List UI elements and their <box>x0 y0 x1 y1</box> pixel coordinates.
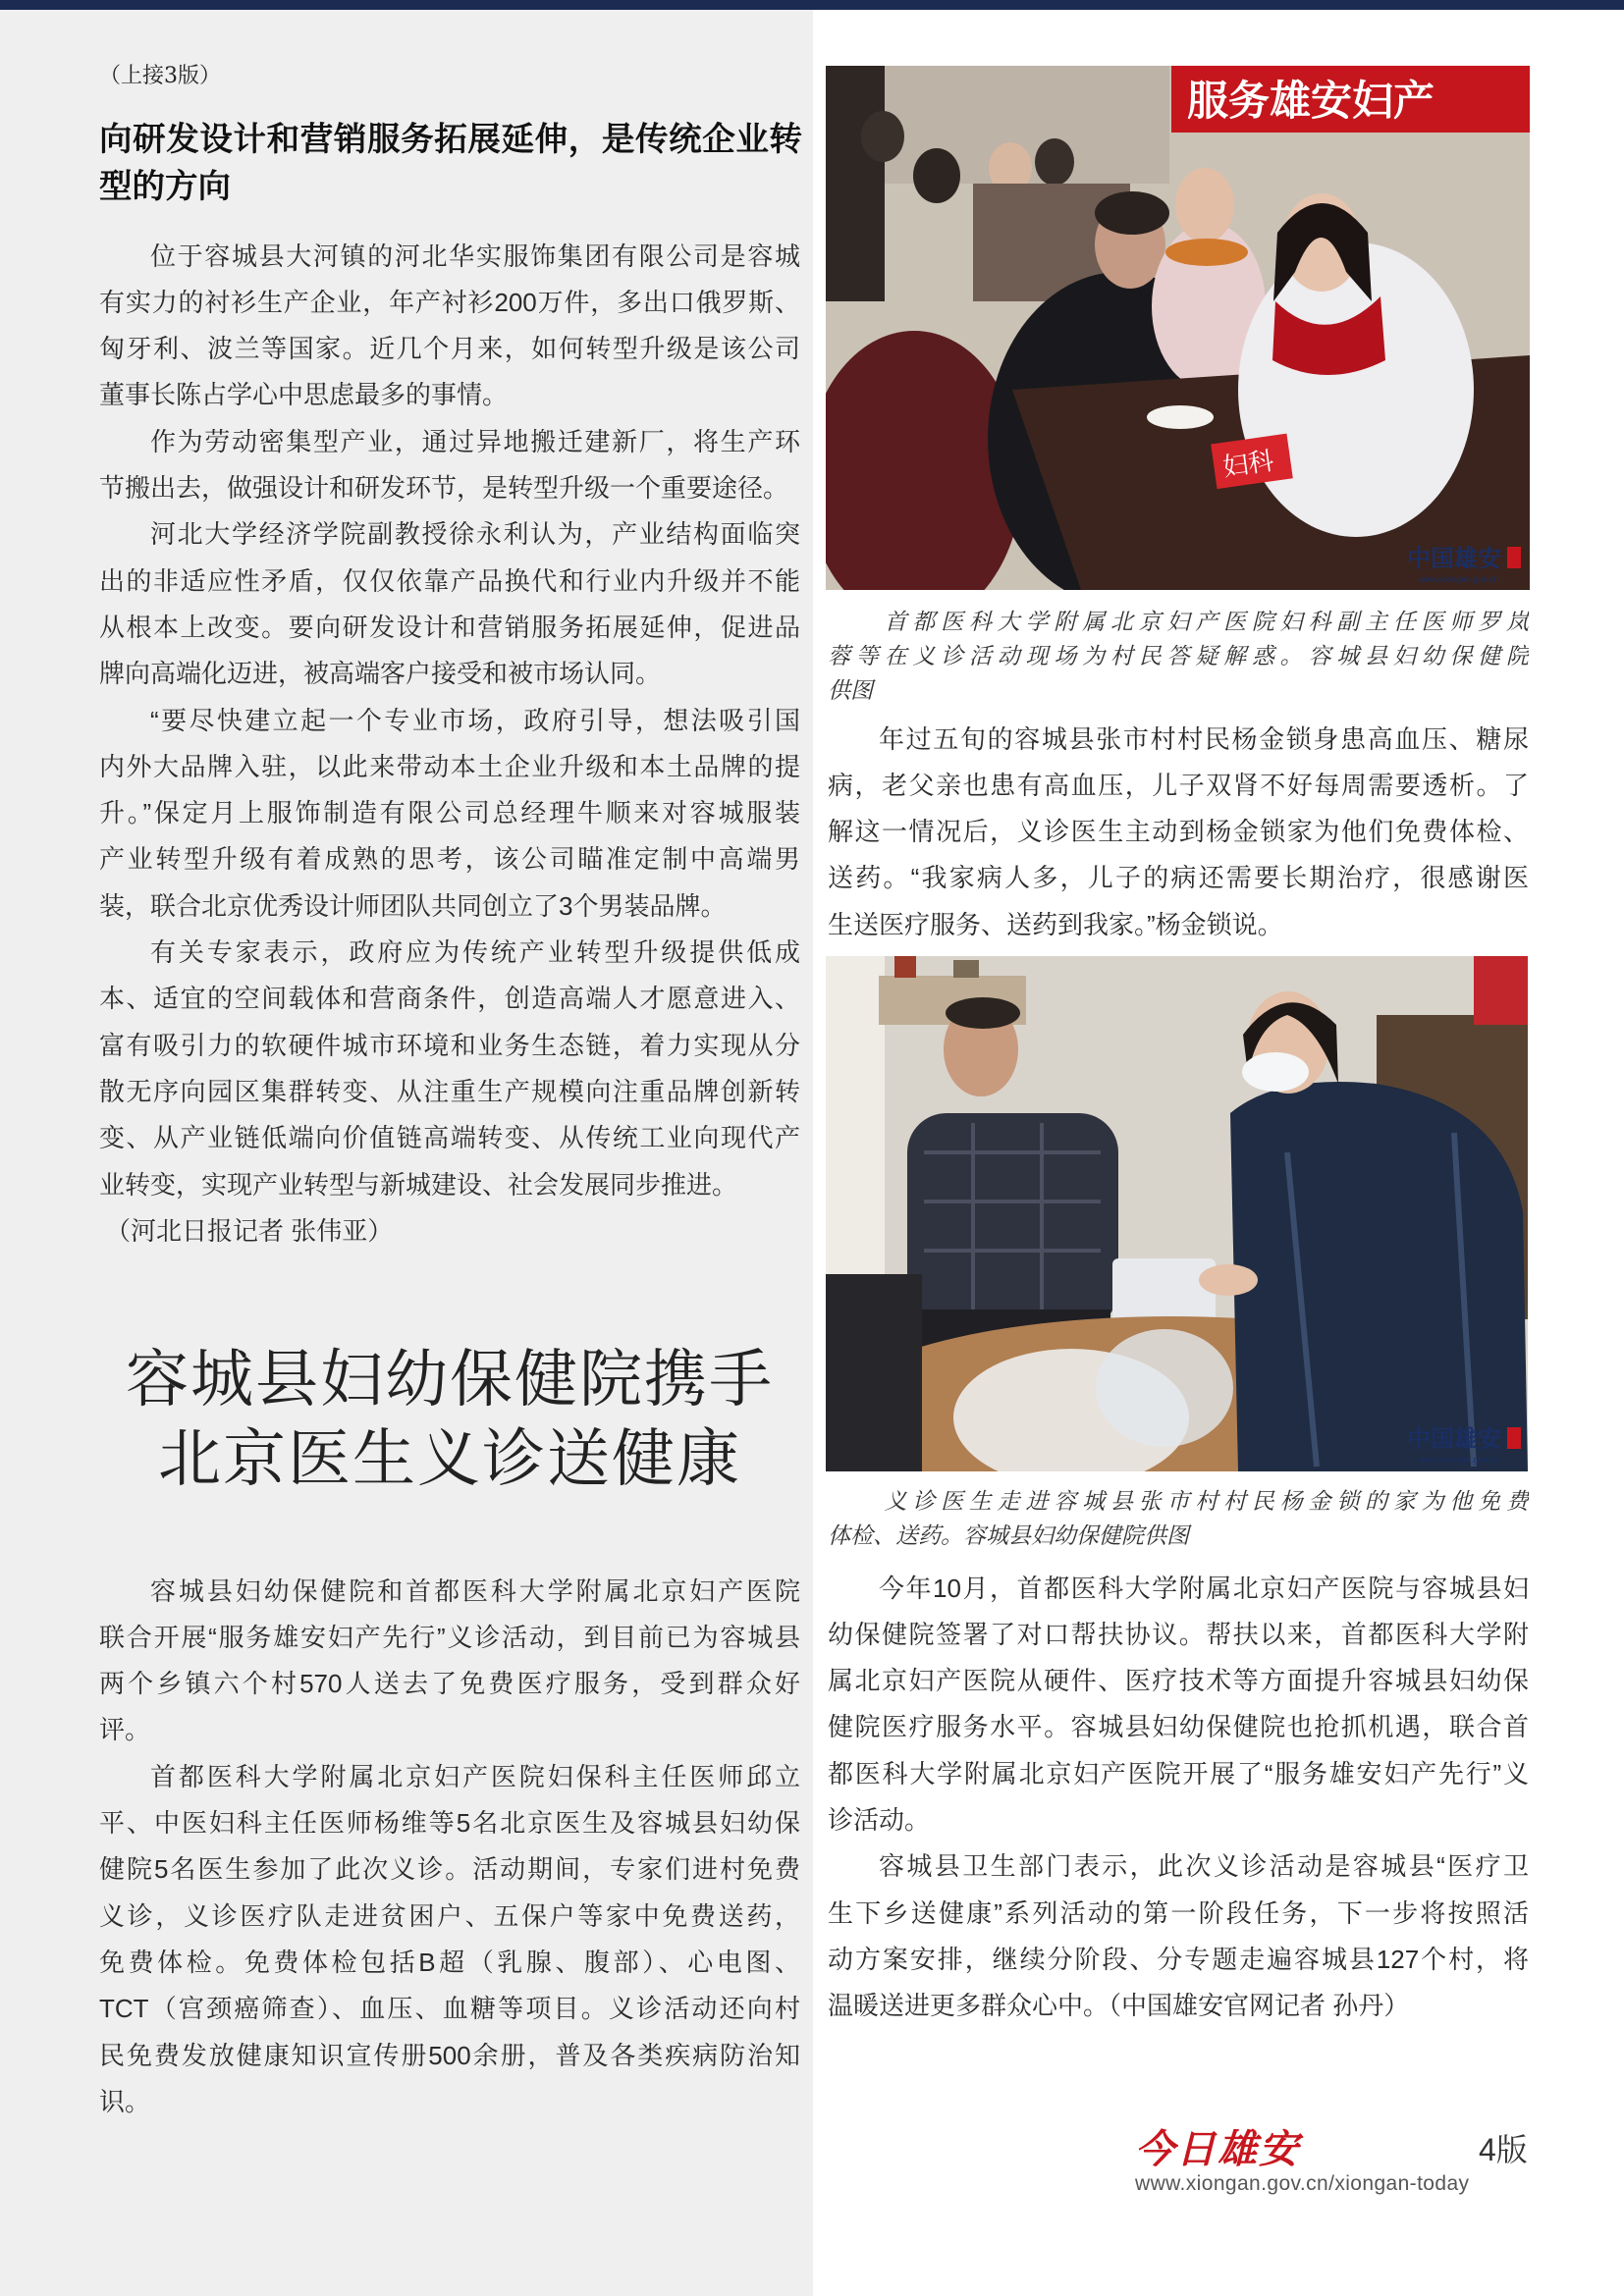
text-line: 温暖送进更多群众心中。（中国雄安官网记者 孙丹） <box>828 1991 1410 2021</box>
text-line: 平、中医妇科主任医师杨维等5名北京医生及容城县妇幼保 <box>99 1808 800 1839</box>
background-person <box>861 111 904 162</box>
text-line: 出的非适应性矛盾，仅仅依靠产品换代和行业内升级并不能 <box>99 565 800 596</box>
text-line: 容城县卫生部门表示，此次义诊活动是容城县“医疗卫 <box>879 1851 1529 1882</box>
masthead-logo: 今日雄安 <box>1135 2126 1300 2172</box>
banner-text: 服务雄安妇产 <box>1187 78 1435 124</box>
photo-home-checkup <box>826 956 1528 1471</box>
background-person <box>1035 138 1074 186</box>
text-line: 牌向高端化迈进，被高端客户接受和被市场认同。 <box>99 659 662 689</box>
text-line: 董事长陈占学心中思虑最多的事情。 <box>99 380 509 410</box>
text-line: 本、适宜的空间载体和营商条件，创造高端人才愿意进入、 <box>99 984 800 1014</box>
text-line: 都医科大学附属北京妇产医院开展了“服务雄安妇产先行”义 <box>828 1758 1529 1789</box>
text-line: 容城县妇幼保健院和首都医科大学附属北京妇产医院 <box>150 1575 800 1606</box>
paper-in-hand <box>1147 405 1214 429</box>
article1-byline: （河北日报记者 张伟亚） <box>105 1215 394 1246</box>
text-line: 产业转型升级有着成熟的思考，该公司瞄准定制中高端男 <box>99 844 800 875</box>
text-line: 诊活动。 <box>828 1805 931 1836</box>
doctor-navy-coat <box>1230 1082 1528 1471</box>
man-hair <box>946 997 1020 1029</box>
sign-text: 妇科 <box>1220 445 1276 482</box>
text-line: 有实力的衬衫生产企业，年产衬衫200万件，多出口俄罗斯、 <box>99 287 800 317</box>
text-line: 散无序向园区集群转变、从注重生产规模向注重品牌创新转 <box>99 1076 800 1106</box>
background-person <box>913 148 960 203</box>
doctor-hands <box>1199 1264 1258 1296</box>
text-line: 富有吸引力的软硬件城市环境和业务生态链，着力实现从分 <box>99 1030 800 1060</box>
text-line: 送药。“我家病人多，儿子的病还需要长期治疗，很感谢医 <box>828 863 1529 893</box>
text-line: 今年10月，首都医科大学附属北京妇产医院与容城县妇 <box>879 1573 1529 1603</box>
photo-doorway <box>826 66 885 301</box>
footer-url: www.xiongan.gov.cn/xiongan-today <box>1135 2172 1470 2195</box>
watermark-url: www.xiongan.gov.cn <box>1419 1455 1499 1465</box>
photo-clinic-consultation <box>826 66 1530 590</box>
text-line: 业转变，实现产业转型与新城建设、社会发展同步推进。 <box>99 1169 738 1200</box>
text-line: 健院医疗服务水平。容城县妇幼保健院也抢抓机遇，联合首 <box>828 1712 1529 1742</box>
paragraph <box>828 717 1529 948</box>
text-line: 内外大品牌入驻，以此来带动本土企业升级和本土品牌的提 <box>99 751 800 781</box>
text-line: 年过五旬的容城县张市村村民杨金锁身患高血压、糖尿 <box>879 723 1529 754</box>
article1-heading <box>99 117 802 211</box>
photo1-caption <box>828 606 1529 709</box>
woman-pink-head <box>1175 168 1234 242</box>
article2-left-body <box>99 1569 800 2126</box>
text-line: 联合开展“服务雄安妇产先行”义诊活动，到目前已为容城县 <box>99 1622 800 1652</box>
orange-scarf <box>1165 239 1248 266</box>
text-line: 评。 <box>99 1715 151 1745</box>
shelf-item <box>894 956 916 978</box>
text-line: 生送医疗服务、送药到我家。”杨金锁说。 <box>828 909 1283 939</box>
text-line: 两个乡镇六个村570人送去了免费医疗服务，受到群众好 <box>99 1669 800 1699</box>
text-line: 河北大学经济学院副教授徐永利认为，产业结构面临突 <box>150 519 800 550</box>
text-line: 义诊，义诊医疗队走进贫困户、五保户等家中免费送药， <box>99 1900 800 1931</box>
paragraph <box>99 1569 800 1754</box>
continued-from-label: （上接3版） <box>99 64 221 88</box>
shelf-item <box>953 960 979 978</box>
text-line: “要尽快建立起一个专业市场，政府引导，想法吸引国 <box>150 705 800 735</box>
text-line: 民免费发放健康知识宣传册500余册，普及各类疾病防治知 <box>99 2040 800 2070</box>
text-line: 首都医科大学附属北京妇产医院妇保科主任医师邱立 <box>150 1761 800 1791</box>
text-line: 蓉等在义诊活动现场为村民答疑解惑。容城县妇幼保健院 <box>828 643 1529 669</box>
article1-body <box>99 234 800 1255</box>
face-mask <box>1242 1052 1309 1092</box>
paragraph <box>99 419 800 512</box>
text-line: 供图 <box>828 677 873 704</box>
watermark-url: www.xiongan.gov.cn <box>1419 574 1499 584</box>
text-line: 升。”保定月上服饰制造有限公司总经理牛顺来对容城服装 <box>99 798 800 828</box>
text-line: 识。 <box>99 2086 151 2116</box>
text-line: 生下乡送健康”系列活动的第一阶段任务，下一步将按照活 <box>828 1897 1529 1928</box>
top-color-bar <box>0 0 1624 10</box>
photo2-caption <box>828 1485 1529 1554</box>
visitor-arm <box>826 1274 922 1471</box>
paragraph <box>99 1754 800 2125</box>
text-line: 义诊医生走进容城县张市村村民杨金锁的家为他免费 <box>884 1488 1529 1515</box>
text-line: 首都医科大学附属北京妇产医院妇科副主任医师罗岚 <box>884 609 1529 635</box>
watermark-seal <box>1507 547 1521 568</box>
headline-line: 北京医生义诊送健康 <box>158 1423 741 1494</box>
text-line: 装，联合北京优秀设计师团队共同创立了3个男装品牌。 <box>99 890 727 921</box>
man-plaid-jacket <box>907 1113 1118 1329</box>
paragraph <box>828 606 1529 709</box>
watermark-logo: 中国雄安 <box>1407 546 1501 572</box>
article2-headline <box>99 1340 800 1499</box>
text-line: 解这一情况后，义诊医生主动到杨金锁家为他们免费体检、 <box>828 817 1529 847</box>
paragraph <box>99 234 800 419</box>
window-light <box>826 956 885 1280</box>
paragraph <box>99 930 800 1208</box>
text-line: 体检、送药。容城县妇幼保健院供图 <box>828 1522 1189 1549</box>
text-line: 位于容城县大河镇的河北华实服饰集团有限公司是容城 <box>150 240 800 271</box>
text-line: 健院5名医生参加了此次义诊。活动期间，专家们进村免费 <box>99 1854 800 1885</box>
paragraph <box>828 1485 1529 1554</box>
text-line: 动方案安排，继续分阶段、分专题走遍容城县127个村，将 <box>828 1944 1529 1974</box>
heading-line: 向研发设计和营销服务拓展延伸，是传统企业转 <box>99 122 802 158</box>
heading-line: 型的方向 <box>99 169 231 205</box>
text-line: 属北京妇产医院从硬件、医疗技术等方面提升容城县妇幼保 <box>828 1666 1529 1696</box>
headline-line: 容城县妇幼保健院携手 <box>126 1344 774 1415</box>
man-hair <box>1095 191 1169 235</box>
woman-white-coat <box>1238 242 1474 537</box>
watermark-seal <box>1507 1427 1521 1449</box>
paragraph <box>99 698 800 930</box>
article2-right-body-b <box>828 1566 1529 2030</box>
plastic-bag <box>1096 1329 1233 1447</box>
watermark-logo: 中国雄安 <box>1407 1426 1501 1453</box>
text-line: 病，老父亲也患有高血压，儿子双肾不好每周需要透析。了 <box>828 770 1529 800</box>
paragraph <box>828 1843 1529 2029</box>
text-line: 免费体检。免费体检包括B超（乳腺、腹部）、心电图、 <box>99 1947 800 1977</box>
paragraph <box>99 511 800 697</box>
text-line: 节搬出去，做强设计和研发环节，是转型升级一个重要途径。 <box>99 473 789 504</box>
text-line: 变、从产业链低端向价值链高端转变、从传统工业向现代产 <box>99 1123 800 1153</box>
red-decoration <box>1474 956 1528 1025</box>
text-line: 幼保健院签署了对口帮扶协议。帮扶以来，首都医科大学附 <box>828 1619 1529 1649</box>
page-number: 4版 <box>1479 2132 1528 2167</box>
article2-right-body-a <box>828 717 1529 948</box>
text-line: 作为劳动密集型产业，通过异地搬迁建新厂，将生产环 <box>150 426 800 456</box>
text-line: TCT（宫颈癌筛查）、血压、血糖等项目。义诊活动还向村 <box>99 1994 800 2024</box>
text-line: 从根本上改变。要向研发设计和营销服务拓展延伸，促进品 <box>99 612 800 642</box>
text-line: 有关专家表示，政府应为传统产业转型升级提供低成 <box>150 937 800 968</box>
paragraph <box>828 1566 1529 1844</box>
text-line: 匈牙利、波兰等国家。近几个月来，如何转型升级是该公司 <box>99 334 800 364</box>
